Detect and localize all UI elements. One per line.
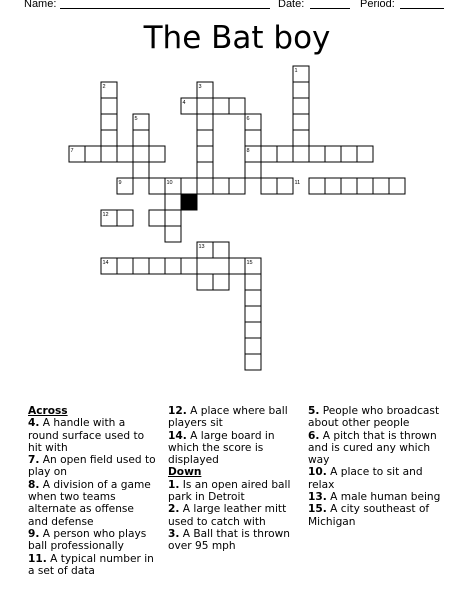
grid-cell[interactable] <box>149 178 165 194</box>
clue-item: 12. A place where ball players sit <box>168 405 288 430</box>
grid-cell[interactable] <box>229 178 245 194</box>
clue-number: 5 <box>134 116 138 122</box>
clue-number: 2 <box>102 84 106 90</box>
clue-item: 13. A male human being <box>308 491 441 504</box>
clue-item: 9. A person who plays ball professionally <box>28 527 147 553</box>
clue-item-number: 12. <box>168 405 187 417</box>
clue-number: 11 <box>294 180 301 186</box>
down-heading: Down <box>168 466 202 479</box>
clue-number: 6 <box>246 116 250 122</box>
grid-cell[interactable] <box>197 98 213 114</box>
grid-cell[interactable] <box>133 130 149 146</box>
clue-item-number: 7. <box>28 454 40 467</box>
clue-number: 1 <box>294 68 298 74</box>
grid-cell[interactable] <box>245 322 261 338</box>
grid-cell[interactable] <box>149 258 165 274</box>
grid-cell[interactable] <box>293 114 309 130</box>
clue-item: 15. A city southeast of Michigan <box>308 503 430 528</box>
clue-item: 14. A large board in which the score is displayed <box>168 429 275 467</box>
across-heading: Across <box>28 405 68 417</box>
grid-cell[interactable] <box>149 146 165 162</box>
clue-item-number: 10. <box>308 466 327 479</box>
grid-cell[interactable] <box>389 178 405 194</box>
date-label: Date: <box>278 0 305 10</box>
clue-item: 8. A division of a game when two teams alternate as offense and defense <box>28 478 151 528</box>
grid-cell[interactable] <box>133 146 149 162</box>
black-cell <box>181 194 197 210</box>
clue-item-number: 11. <box>28 552 47 565</box>
clue-number: 12 <box>102 212 109 218</box>
clue-item: 3. A Ball that is thrown over 95 mph <box>168 527 290 553</box>
clue-item: 1. Is an open aired ball park in Detroit <box>168 478 291 504</box>
clue-item: 6. A pitch that is thrown and is cured any which way <box>308 429 437 467</box>
grid-cell[interactable] <box>165 210 181 226</box>
grid-cell[interactable] <box>133 162 149 178</box>
clue-item: 7. An open field used to play on <box>28 454 156 479</box>
clue-item-number: 4. <box>28 417 40 430</box>
clue-item-number: 2. <box>168 503 180 516</box>
grid-cell[interactable] <box>341 146 357 162</box>
grid-cell[interactable] <box>101 146 117 162</box>
grid-cell[interactable] <box>325 178 341 194</box>
grid-cell[interactable] <box>277 178 293 194</box>
grid-cell[interactable] <box>197 178 213 194</box>
clue-number: 9 <box>118 180 122 186</box>
across-down-clues <box>168 405 300 553</box>
grid-cell[interactable] <box>245 306 261 322</box>
period-label: Period: <box>360 0 395 10</box>
clue-number: 10 <box>166 180 173 186</box>
grid-cell[interactable] <box>197 162 213 178</box>
grid-cell[interactable] <box>213 274 229 290</box>
clue-item-number: 5. <box>308 405 320 417</box>
grid-cell[interactable] <box>245 354 261 370</box>
grid-cell[interactable] <box>101 114 117 130</box>
grid-cell[interactable] <box>357 178 373 194</box>
clue-number: 7 <box>70 148 74 154</box>
grid-cell[interactable] <box>357 146 373 162</box>
grid-cell[interactable] <box>133 258 149 274</box>
clue-number: 3 <box>198 84 202 90</box>
grid-cell[interactable] <box>373 178 389 194</box>
grid-cell[interactable] <box>213 98 229 114</box>
grid-cell[interactable] <box>197 130 213 146</box>
clue-item-number: 8. <box>28 478 40 491</box>
grid-cell[interactable] <box>101 130 117 146</box>
clue-item-number: 6. <box>308 429 320 442</box>
grid-cell[interactable] <box>101 98 117 114</box>
clue-number: 15 <box>246 260 253 266</box>
clue-item-number: 9. <box>28 527 40 540</box>
clue-item: 10. A place to sit and relax <box>308 466 423 491</box>
grid-cell[interactable] <box>309 178 325 194</box>
grid-cell[interactable] <box>261 178 277 194</box>
grid-cell[interactable] <box>245 130 261 146</box>
clue-item: 11. A typical number in a set of data <box>28 552 154 577</box>
clue-item-number: 3. <box>168 527 180 540</box>
grid-cell[interactable] <box>165 194 181 210</box>
grid-cell[interactable] <box>213 242 229 258</box>
clue-item-number: 15. <box>308 503 327 516</box>
grid-cell[interactable] <box>85 146 101 162</box>
grid-cell[interactable] <box>181 258 197 274</box>
grid-cell[interactable] <box>245 338 261 354</box>
grid-cell[interactable] <box>293 98 309 114</box>
across-clues <box>28 405 156 577</box>
clue-number: 8 <box>246 148 250 154</box>
grid-cell[interactable] <box>277 146 293 162</box>
name-label: Name: <box>24 0 57 10</box>
grid-cell[interactable] <box>213 178 229 194</box>
page-title: The Bat boy <box>143 20 331 56</box>
grid-cell[interactable] <box>245 274 261 290</box>
clue-item: 2. A large leather mitt used to catch with <box>168 503 287 528</box>
clue-item-number: 14. <box>168 429 187 442</box>
clue-number: 13 <box>198 244 205 250</box>
grid-cell[interactable] <box>181 178 197 194</box>
grid-cell[interactable] <box>341 178 357 194</box>
clue-number: 4 <box>182 100 186 106</box>
grid-cell[interactable] <box>245 290 261 306</box>
down-clues <box>308 405 448 528</box>
clue-item-number: 1. <box>168 478 180 491</box>
grid-cell[interactable] <box>165 258 181 274</box>
grid-cell[interactable] <box>149 210 165 226</box>
clue-item-number: 13. <box>308 491 327 504</box>
grid-cell[interactable] <box>261 146 277 162</box>
clue-item: 4. A handle with a round surface used to hit with <box>28 417 145 454</box>
grid-cell[interactable] <box>197 274 213 290</box>
grid-cell[interactable] <box>117 258 133 274</box>
grid-cell[interactable] <box>165 226 181 242</box>
grid-cell[interactable] <box>117 146 133 162</box>
grid-cell[interactable] <box>245 162 261 178</box>
grid-cell[interactable] <box>293 130 309 146</box>
grid-cell[interactable] <box>229 258 245 274</box>
clue-item: 5. People who broadcast about other people <box>308 405 440 430</box>
grid-cell[interactable] <box>197 114 213 130</box>
grid-cell[interactable] <box>309 146 325 162</box>
grid-cell[interactable] <box>229 98 245 114</box>
grid-cell[interactable] <box>197 146 213 162</box>
clue-number: 14 <box>102 260 109 266</box>
grid-cell[interactable] <box>325 146 341 162</box>
grid-cell[interactable] <box>293 82 309 98</box>
grid-cell[interactable] <box>293 146 309 162</box>
grid-cell[interactable] <box>117 210 133 226</box>
